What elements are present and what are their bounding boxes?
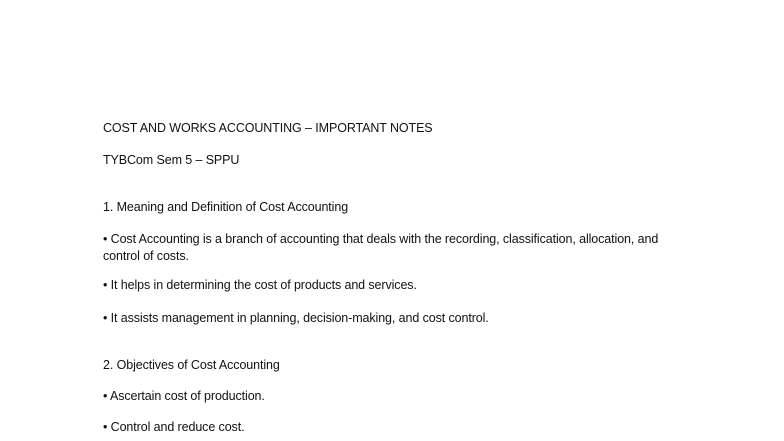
section-heading-1: 1. Meaning and Definition of Cost Accounting xyxy=(103,200,349,214)
section-1-item-3: • It assists management in planning, decision-making, and cost control. xyxy=(103,311,489,325)
section-heading-2: 2. Objectives of Cost Accounting xyxy=(103,358,280,372)
section-1-item-1: • Cost Accounting is a branch of accounting that deals with the recording, classification, allocation, and control of costs. xyxy=(103,232,659,263)
document-subtitle: TYBCom Sem 5 – SPPU xyxy=(103,153,240,167)
section-1-item-2: • It helps in determining the cost of products and services. xyxy=(103,278,417,292)
document-title: COST AND WORKS ACCOUNTING – IMPORTANT NOTES xyxy=(103,121,433,135)
section-2-item-2: • Control and reduce cost. xyxy=(103,420,245,434)
section-2-item-1: • Ascertain cost of production. xyxy=(103,389,265,403)
